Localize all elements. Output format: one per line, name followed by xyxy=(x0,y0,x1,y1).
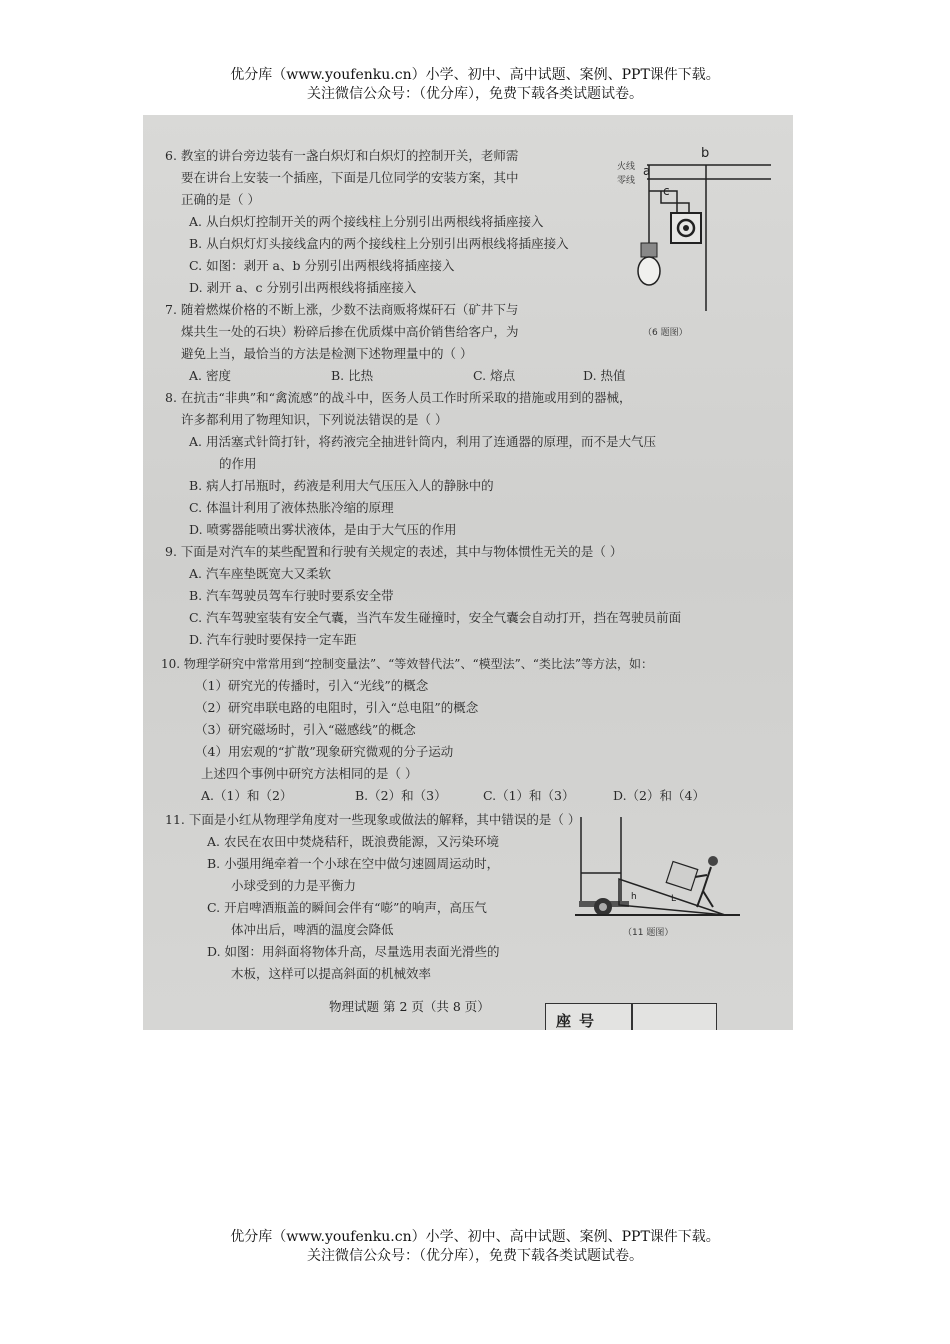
q6-fig-point-c: c xyxy=(663,184,670,198)
q6-fig-neutral-label: 零线 xyxy=(617,176,636,186)
q6-line-3: 正确的是（ ） xyxy=(181,192,260,207)
q10-option-c: C.（1）和（3） xyxy=(483,788,575,803)
q6-fig-caption: （6 题图） xyxy=(643,328,688,338)
q11-line-1: 11. 下面是小红从物理学角度对一些现象或做法的解释，其中错误的是（ ） xyxy=(165,812,581,827)
q11-fig-caption: （11 题图） xyxy=(623,928,674,938)
banner-line-1: 优分库（www.youfenku.cn）小学、初中、高中试题、案例、PPT课件下载。 xyxy=(230,67,720,83)
q7-line-3: 避免上当，最恰当的方法是检测下述物理量中的（ ） xyxy=(181,346,473,361)
q11-option-d-line-2: 木板，这样可以提高斜面的机械效率 xyxy=(231,966,432,981)
q8-option-b: B. 病人打吊瓶时，药液是利用大气压压入人的静脉中的 xyxy=(189,478,494,493)
q10-option-b: B.（2）和（3） xyxy=(355,788,447,803)
top-banner xyxy=(0,66,950,104)
q7-line-1: 7. 随着燃煤价格的不断上涨，少数不法商贩将煤矸石（矿井下与 xyxy=(165,302,519,317)
q11-incline-figure xyxy=(575,813,745,943)
q9-option-a: A. 汽车座垫既宽大又柔软 xyxy=(189,566,331,581)
q11-fig-length-label: L xyxy=(671,894,677,904)
q11-option-a: A. 农民在农田中焚烧秸秆，既浪费能源，又污染环境 xyxy=(207,834,499,849)
seat-box-divider xyxy=(631,1004,633,1030)
q10-option-d: D.（2）和（4） xyxy=(613,788,705,803)
q8-line-2: 许多都利用了物理知识，下列说法错误的是（ ） xyxy=(181,412,448,427)
q10-line-2: 上述四个事例中研究方法相同的是（ ） xyxy=(201,766,418,781)
q8-option-c: C. 体温计利用了液体热胀冷缩的原理 xyxy=(189,500,394,515)
q6-line-1: 6. 教室的讲台旁边装有一盏白炽灯和白炽灯的控制开关，老师需 xyxy=(165,148,519,163)
q9-option-c: C. 汽车驾驶室装有安全气囊，当汽车发生碰撞时，安全气囊会自动打开，挡在驾驶员前面 xyxy=(189,610,682,625)
q9-option-b: B. 汽车驾驶员驾车行驶时要系安全带 xyxy=(189,588,394,603)
q11-option-d-line-1: D. 如图：用斜面将物体升高，尽量选用表面光滑些的 xyxy=(207,944,500,959)
q11-option-b-line-2: 小球受到的力是平衡力 xyxy=(231,878,357,893)
seat-number-box xyxy=(545,1003,717,1030)
q7-line-2: 煤共生一处的石块）粉碎后掺在优质煤中高价销售给客户，为 xyxy=(181,324,519,339)
q7-option-c: C. 熔点 xyxy=(473,368,516,383)
q10-item-3: （3）研究磁场时，引入“磁感线”的概念 xyxy=(195,722,416,737)
q8-option-d: D. 喷雾器能喷出雾状液体，是由于大气压的作用 xyxy=(189,522,457,537)
q11-option-c-line-2: 体冲出后，啤酒的温度会降低 xyxy=(231,922,394,937)
q9-option-d: D. 汽车行驶时要保持一定车距 xyxy=(189,632,357,647)
q10-item-2: （2）研究串联电路的电阻时，引入“总电阻”的概念 xyxy=(195,700,479,715)
banner-line-2: 关注微信公众号：（优分库），免费下载各类试题试卷。 xyxy=(307,86,643,102)
q11-fig-height-label: h xyxy=(631,892,637,902)
q8-option-a-line-2: 的作用 xyxy=(219,456,257,471)
q9-line-1: 9. 下面是对汽车的某些配置和行驶有关规定的表述，其中与物体惯性无关的是（ ） xyxy=(165,544,623,559)
scanned-exam-page xyxy=(143,115,793,1030)
q11-option-b-line-1: B. 小强用绳牵着一个小球在空中做匀速圆周运动时， xyxy=(207,856,500,871)
q10-option-a: A.（1）和（2） xyxy=(201,788,293,803)
q8-option-a-line-1: A. 用活塞式针筒打针，将药液完全抽进针筒内，利用了连通器的原理，而不是大气压 xyxy=(189,434,656,449)
q7-option-d: D. 热值 xyxy=(583,368,626,383)
page-footer: 物理试题 第 2 页（共 8 页） xyxy=(329,999,490,1014)
q6-option-b: B. 从白炽灯灯头接线盒内的两个接线柱上分别引出两根线将插座接入 xyxy=(189,236,569,251)
q10-line-1: 10. 物理学研究中常常用到“控制变量法”、“等效替代法”、“模型法”、“类比法”等方法，如： xyxy=(161,657,653,671)
q6-option-c: C. 如图：剥开 a、b 分别引出两根线将插座接入 xyxy=(189,258,455,273)
q6-option-a: A. 从白炽灯控制开关的两个接线柱上分别引出两根线将插座接入 xyxy=(189,214,544,229)
banner-line-2-bottom: 关注微信公众号：（优分库），免费下载各类试题试卷。 xyxy=(307,1248,643,1264)
q7-option-b: B. 比热 xyxy=(331,368,374,383)
q10-item-4: （4）用宏观的“扩散”现象研究微观的分子运动 xyxy=(195,744,454,759)
q7-option-a: A. 密度 xyxy=(189,368,231,383)
banner-line-1-bottom: 优分库（www.youfenku.cn）小学、初中、高中试题、案例、PPT课件下载。 xyxy=(230,1229,720,1245)
q10-item-1: （1）研究光的传播时，引入“光线”的概念 xyxy=(195,678,429,693)
q6-option-d: D. 剥开 a、c 分别引出两根线将插座接入 xyxy=(189,280,417,295)
q6-circuit-figure xyxy=(613,143,773,348)
q6-fig-live-label: 火线 xyxy=(617,162,636,172)
q6-fig-point-b: b xyxy=(701,146,710,161)
seat-number-label: 座号 xyxy=(556,1012,603,1030)
q11-option-c-line-1: C. 开启啤酒瓶盖的瞬间会伴有“嘭”的响声，高压气 xyxy=(207,900,487,915)
bottom-banner xyxy=(0,1228,950,1266)
q8-line-1: 8. 在抗击“非典”和“禽流感”的战斗中，医务人员工作时所采取的措施或用到的器械， xyxy=(165,390,632,405)
q6-line-2: 要在讲台上安装一个插座，下面是几位同学的安装方案，其中 xyxy=(181,170,519,185)
q6-fig-point-a: a xyxy=(643,164,651,178)
